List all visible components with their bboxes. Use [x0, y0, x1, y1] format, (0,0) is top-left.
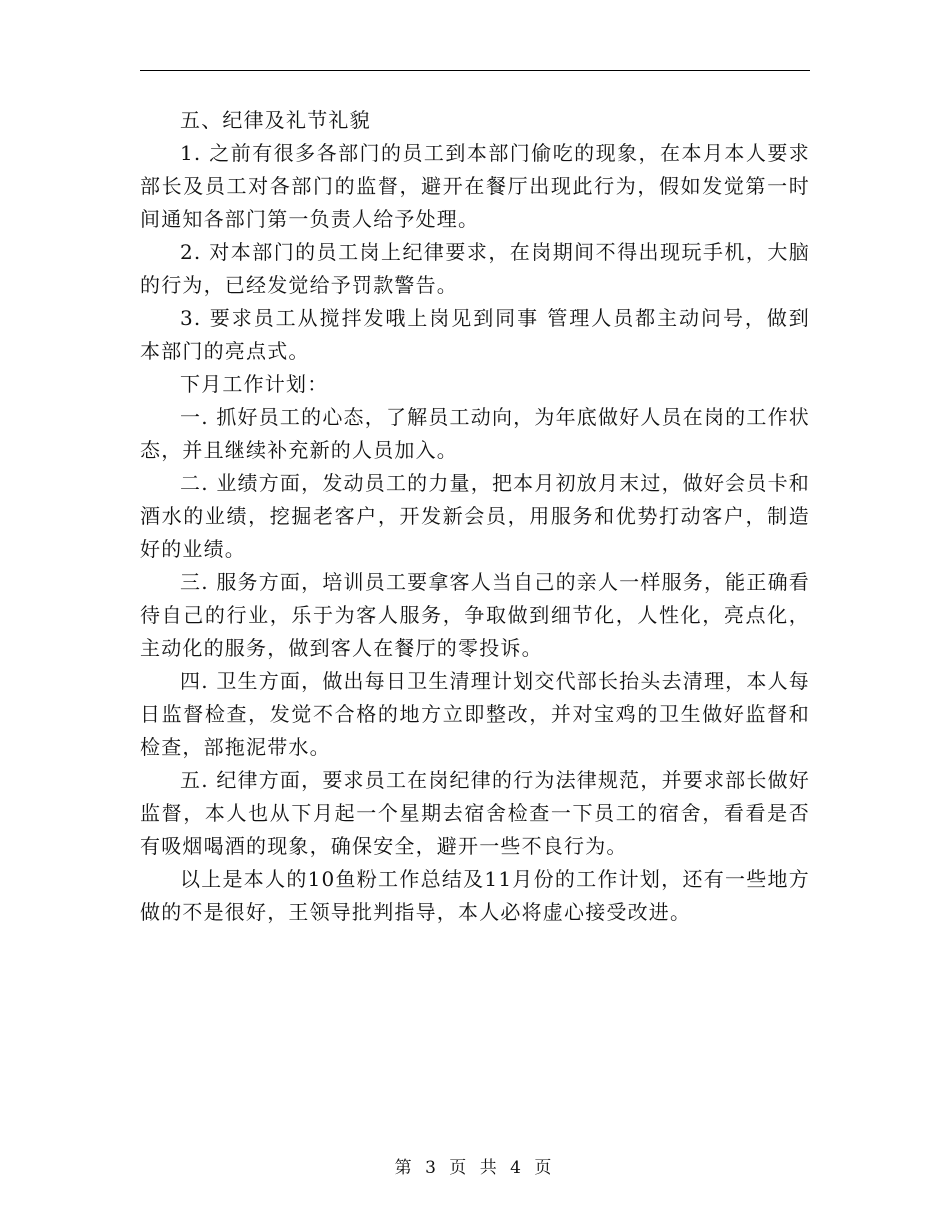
paragraph-item-1: 1. 之前有很多各部门的员工到本部门偷吃的现象，在本月本人要求部长及员工对各部门的监督，避开在餐厅出现此行为，假如发觉第一时间通知各部门第一负责人给予处理。	[140, 141, 810, 231]
section-heading-discipline: 五、纪律及礼节礼貌	[180, 108, 371, 132]
page-number: 第 3 页 共 4 页	[394, 1158, 556, 1178]
plan-item-5: 五. 纪律方面，要求员工在岗纪律的行为法律规范，并要求部长做好监督，本人也从下月起一个星期去宿舍检查一下员工的宿舍，看看是否有吸烟喝酒的现象，确保安全，避开一些不良行为。	[140, 768, 810, 858]
plan-item-4: 四. 卫生方面，做出每日卫生清理计划交代部长抬头去清理，本人每日监督检查，发觉不合格的地方立即整改，并对宝鸡的卫生做好监督和检查，部拖泥带水。	[140, 669, 810, 759]
document-body	[140, 104, 810, 929]
plan-item-1: 一. 抓好员工的心态，了解员工动向，为年底做好人员在岗的工作状态，并且继续补充新的人员加入。	[140, 405, 810, 462]
plan-item-3: 三. 服务方面，培训员工要拿客人当自己的亲人一样服务，能正确看待自己的行业，乐于为客人服务，争取做到细节化，人性化，亮点化，主动化的服务，做到客人在餐厅的零投诉。	[140, 570, 810, 660]
section-heading-next-month-plan: 下月工作计划：	[180, 372, 329, 396]
paragraph-item-2: 2. 对本部门的员工岗上纪律要求，在岗期间不得出现玩手机，大脑的行为，已经发觉给予罚款警告。	[140, 240, 810, 297]
closing-paragraph: 以上是本人的10鱼粉工作总结及11月份的工作计划，还有一些地方做的不是很好，王领导批判指导，本人必将虚心接受改进。	[140, 867, 810, 924]
header-rule	[140, 70, 810, 71]
paragraph-item-3: 3. 要求员工从搅拌发哦上岗见到同事 管理人员都主动问号，做到本部门的亮点式。	[140, 306, 810, 363]
plan-item-2: 二. 业绩方面，发动员工的力量，把本月初放月末过，做好会员卡和酒水的业绩，挖掘老客户，开发新会员，用服务和优势打动客户，制造好的业绩。	[140, 471, 810, 561]
